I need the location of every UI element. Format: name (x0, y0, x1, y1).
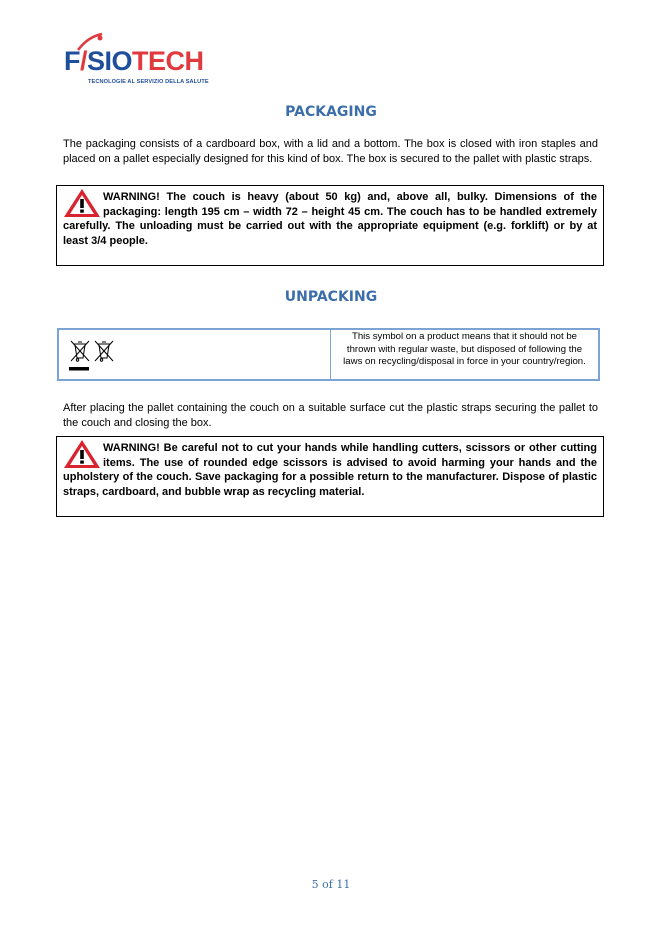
crossed-bin-icon (69, 338, 121, 372)
packaging-title: PACKAGING (285, 104, 377, 120)
logo-tagline: TECNOLOGIE AL SERVIZIO DELLA SALUTE (88, 79, 209, 85)
unpacking-paragraph: After placing the pallet containing the couch on a suitable surface cut the plastic straps securing the pallet to the couch and closing the box. (63, 402, 598, 429)
packaging-paragraph: The packaging consists of a cardboard box, with a lid and a bottom. The box is closed with iron staples and placed on a pallet especially designed for this kind of box. The box is secured to the pallet with plastic straps. (63, 138, 598, 165)
warning-triangle-icon (63, 439, 101, 469)
packaging-warning-text: WARNING! The couch is heavy (about 50 kg) and, above all, bulky. Dimensions of the packaging: length 195 cm – width 72 – height 45 cm. The couch has to be handled extremely carefully. The unloading must be carried out with the appropriate equipment (e.g. forklift) or by at least 3/4 people. (63, 191, 597, 247)
disposal-symbol-cell (59, 330, 331, 379)
page-number: 5 of 11 (311, 878, 351, 891)
warning-triangle-icon (63, 188, 101, 218)
unpacking-warning-box (56, 436, 604, 517)
disposal-symbol-table (57, 328, 600, 381)
logo-wordmark: F/SIOTECH (64, 46, 204, 76)
company-logo (64, 32, 224, 92)
unpacking-warning-text: WARNING! Be careful not to cut your hands while handling cutters, scissors or other cutting items. The use of rounded edge scissors is advised to avoid harming your hands and the upholstery of the couch. Save packaging for a possible return to the manufacturer. Dispose of plastic straps, cardboard, and bubble wrap as recycling material. (63, 442, 597, 498)
unpacking-title: UNPACKING (284, 289, 378, 305)
disposal-symbol-text: This symbol on a product means that it should not be thrown with regular waste, but disposed of following the laws on recycling/disposal in force in your country/region. (343, 331, 586, 367)
packaging-warning-box (56, 185, 604, 266)
